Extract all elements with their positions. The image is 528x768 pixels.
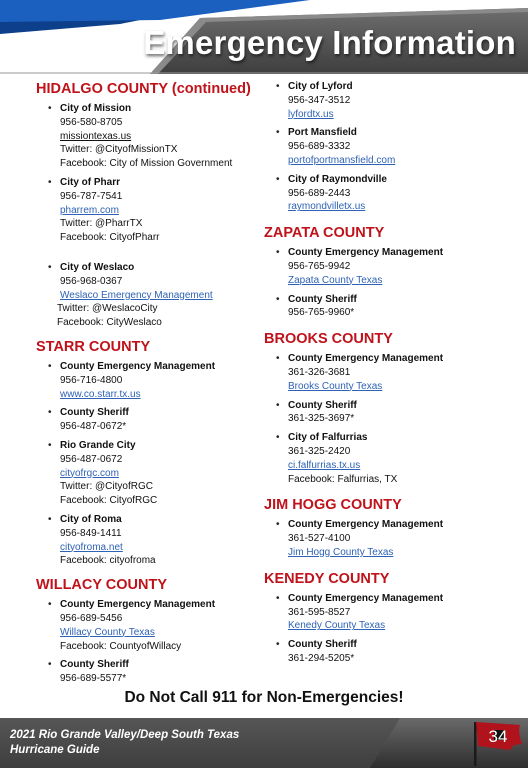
list-item [264, 126, 519, 167]
entry-name: • County Sheriff [288, 293, 357, 305]
entry-name: • County Sheriff [288, 639, 357, 651]
entry-facebook: Facebook: CityofRGC [60, 495, 158, 507]
entry-name: • County Sheriff [60, 659, 129, 671]
entry-twitter: Twitter: @PharrTX [60, 218, 143, 230]
list-item [36, 439, 266, 508]
entry-name: • County Emergency Management [60, 360, 216, 372]
entry-list [36, 598, 266, 686]
county-heading: WILLACY COUNTY [36, 577, 168, 594]
list-item [36, 658, 266, 686]
entry-link[interactable]: cityofrgc.com [60, 467, 119, 479]
entry-phone: 956-968-0367 [60, 275, 123, 287]
list-item [264, 592, 519, 633]
list-item [36, 598, 266, 653]
entry-name: • County Emergency Management [288, 592, 444, 604]
entry-phone: 956-689-2443 [288, 187, 351, 199]
county-section-kenedy [264, 570, 519, 666]
entry-name: • City of Roma [60, 513, 122, 525]
entry-link[interactable]: Kenedy County Texas [288, 620, 386, 632]
entry-facebook: Facebook: cityofroma [60, 555, 156, 567]
county-heading: ZAPATA COUNTY [264, 225, 385, 242]
entry-list [264, 592, 519, 666]
entry-name: • City of Falfurrias [288, 432, 368, 444]
entry-facebook: Facebook: CityofPharr [60, 232, 160, 244]
list-item [264, 518, 519, 559]
list-item [264, 173, 519, 214]
entry-twitter: Twitter: @WeslacoCity [57, 303, 158, 315]
entry-phone: 956-765-9942 [288, 260, 351, 272]
list-item [36, 102, 266, 171]
entry-link[interactable]: Weslaco Emergency Management [60, 289, 213, 301]
entry-name: • City of Lyford [288, 81, 353, 92]
county-section-starr [36, 338, 266, 568]
entry-phone: 361-325-2420 [288, 445, 351, 457]
entry-phone: 956-787-7541 [60, 190, 123, 202]
entry-list [36, 360, 266, 568]
list-item [264, 80, 519, 121]
entry-link[interactable]: cityofroma.net [60, 541, 123, 553]
entry-list [264, 246, 519, 320]
list-item [264, 246, 519, 287]
entry-facebook: Facebook: City of Mission Government [60, 158, 233, 170]
entry-name: • County Emergency Management [60, 599, 216, 611]
entry-phone: 956-689-5456 [60, 612, 123, 624]
entry-link[interactable]: Zapata County Texas [288, 274, 383, 286]
county-section-jim-hogg [264, 496, 519, 559]
entry-name: • City of Weslaco [60, 261, 135, 273]
entry-name: • County Emergency Management [288, 519, 444, 531]
entry-name: • County Sheriff [288, 399, 357, 411]
entry-phone: 956-716-4800 [60, 374, 123, 386]
county-section-zapata [264, 224, 519, 320]
list-item [36, 176, 266, 245]
right-column [264, 80, 519, 671]
footer-bar [0, 718, 528, 768]
list-item [264, 399, 519, 427]
entry-facebook: Facebook: Falfurrias, TX [288, 473, 398, 485]
entry-link[interactable]: portofportmansfield.com [288, 154, 396, 166]
non-emergency-note: Do Not Call 911 for Non-Emergencies! [124, 689, 404, 706]
county-heading: JIM HOGG COUNTY [264, 497, 402, 514]
entry-phone: 956-765-9960* [288, 307, 355, 319]
entry-phone: 361-325-3697* [288, 413, 355, 425]
entry-link[interactable]: missiontexas.us [60, 130, 132, 142]
entry-link[interactable]: raymondvilletx.us [288, 201, 366, 213]
list-item [264, 638, 519, 666]
page-number: 34 [488, 727, 508, 746]
county-heading: HIDALGO COUNTY (continued) [36, 81, 251, 97]
entry-name: • County Emergency Management [288, 353, 444, 365]
county-heading: BROOKS COUNTY [264, 331, 393, 348]
entry-list [36, 102, 266, 330]
entry-phone: 956-580-8705 [60, 116, 123, 128]
list-item [36, 261, 266, 330]
county-section-hidalgo [36, 80, 266, 330]
county-section-willacy [36, 576, 266, 686]
entry-list [264, 352, 519, 486]
entry-phone: 956-689-3332 [288, 141, 351, 153]
entry-list [264, 80, 519, 214]
entry-link[interactable]: pharrem.com [60, 204, 119, 216]
entry-link[interactable]: ci.falfurrias.tx.us [288, 459, 361, 471]
list-item [36, 406, 266, 434]
entry-phone: 956-487-0672* [60, 421, 127, 433]
entry-name: • Port Mansfield [288, 127, 357, 139]
county-heading: STARR COUNTY [36, 338, 151, 355]
entry-link[interactable]: Willacy County Texas [60, 626, 155, 638]
entry-link[interactable]: Brooks County Texas [288, 380, 383, 392]
page-title: Emergency Information [143, 24, 516, 61]
entry-link[interactable]: Jim Hogg County Texas [288, 546, 394, 558]
entry-name: • County Sheriff [60, 407, 129, 419]
entry-twitter: Twitter: @CityofRGC [60, 481, 153, 493]
guide-title-line1: 2021 Rio Grande Valley/Deep South Texas [10, 729, 240, 741]
list-item [36, 360, 266, 401]
list-item [264, 293, 519, 321]
entry-name: • County Emergency Management [288, 247, 444, 259]
header-banner [0, 0, 528, 74]
county-section-willacy-cities [264, 80, 519, 214]
entry-facebook: Facebook: CityWeslaco [57, 317, 162, 329]
entry-twitter: Twitter: @CityofMissionTX [60, 144, 178, 156]
entry-list [264, 518, 519, 559]
county-heading: KENEDY COUNTY [264, 570, 390, 587]
guide-title [10, 728, 310, 758]
left-column [36, 80, 266, 691]
entry-name: • City of Mission [60, 103, 132, 114]
entry-facebook: Facebook: CountyofWillacy [60, 640, 182, 652]
entry-link[interactable]: lyfordtx.us [288, 108, 334, 120]
entry-name: • Rio Grande City [60, 439, 136, 451]
list-item [36, 513, 266, 568]
guide-title-line2: Hurricane Guide [10, 744, 100, 756]
entry-phone: 956-689-5577* [60, 673, 127, 685]
entry-phone: 956-487-0672 [60, 453, 123, 465]
entry-phone: 361-527-4100 [288, 533, 351, 545]
entry-link[interactable]: www.co.starr.tx.us [60, 388, 141, 400]
entry-name: • City of Raymondville [288, 173, 387, 185]
entry-phone: 361-595-8527 [288, 606, 351, 618]
entry-name: • City of Pharr [60, 176, 121, 188]
entry-phone: 361-294-5205* [288, 652, 355, 664]
county-section-brooks [264, 330, 519, 486]
entry-phone: 956-347-3512 [288, 94, 351, 106]
entry-phone: 956-849-1411 [60, 527, 122, 539]
list-item [264, 431, 519, 486]
list-item [264, 352, 519, 393]
entry-phone: 361-326-3681 [288, 366, 351, 378]
